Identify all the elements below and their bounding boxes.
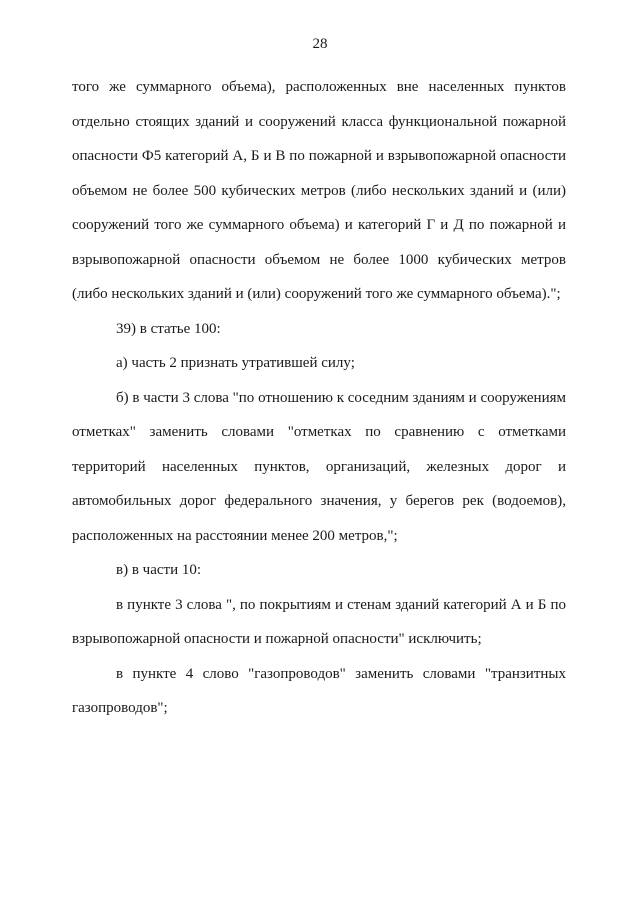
- paragraph-item-b: б) в части 3 слова "по отношению к соседним зданиям и сооружениям отметках" заменить словами "отметках по сравнению с отметками территорий населенных пунктов, организаций, железных дорог и автомобильных дорог федерального значения, у берегов рек (водоемов), расположенных на расстоянии менее 200 метров,";: [72, 389, 566, 544]
- paragraph-point-4: в пункте 4 слово "газопроводов" заменить словами "транзитных газопроводов";: [72, 665, 566, 716]
- paragraph-item-a: а) часть 2 признать утратившей силу;: [116, 355, 355, 371]
- paragraph-item-39: 39) в статье 100:: [116, 320, 221, 337]
- paragraph-continuation: того же суммарного объема), расположенных вне населенных пунктов отдельно стоящих зданий и сооружений класса функциональной пожарной опасности Ф5 категорий А, Б и В по пожарной и взрывопожарной опасности объемом не более 500 кубических метров (либо нескольких зданий и (или) сооружений того же суммарного объема) и категорий Г и Д по пожарной и взрывопожарной опасности объемом не более 1000 кубических метров (либо нескольких зданий и (или) сооружений того же суммарного объема).";: [72, 79, 566, 302]
- paragraph-point-3: в пункте 3 слова ", по покрытиям и стенам зданий категорий А и Б по взрывопожарной опасности и пожарной опасности" исключить;: [72, 596, 566, 647]
- paragraph-item-v: в) в части 10:: [116, 562, 202, 578]
- document-body: [72, 70, 566, 726]
- page-number: 28: [312, 36, 328, 52]
